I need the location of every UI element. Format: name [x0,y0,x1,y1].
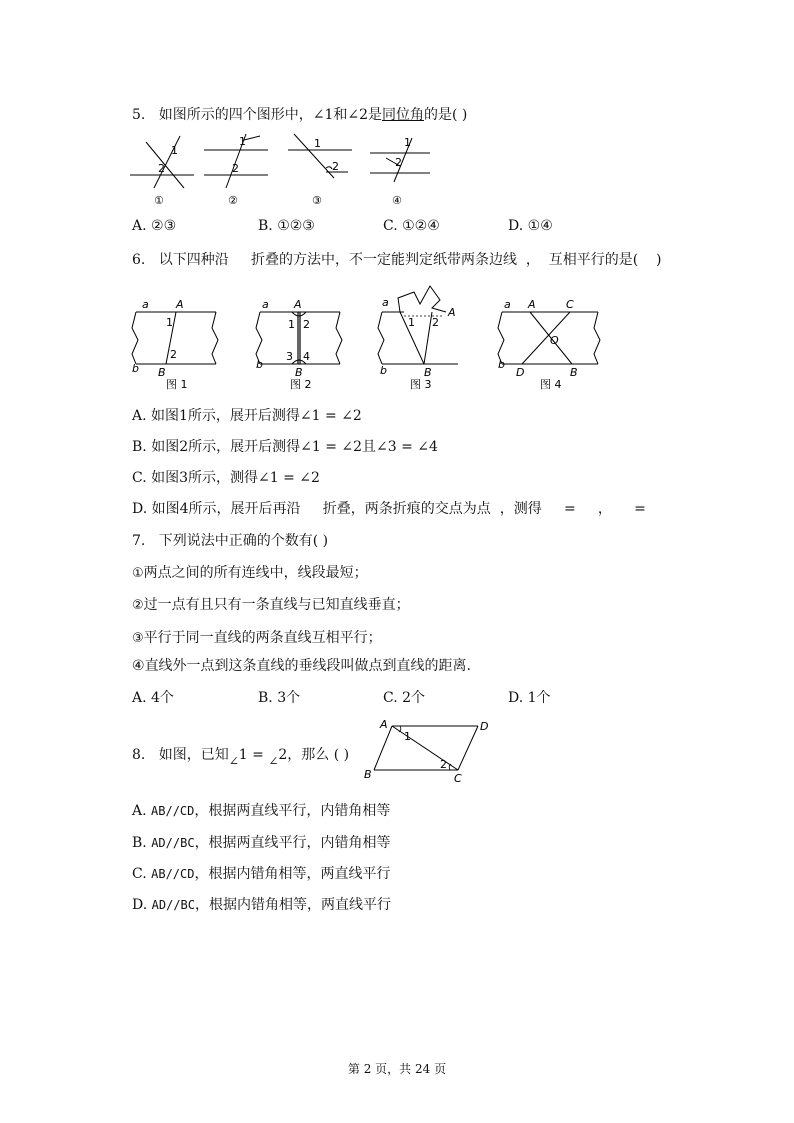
statement-text: 过一点有且只有一条直线与已知直线垂直； [143,597,410,613]
q6-fig1-label-a: a [142,298,149,311]
q6-option-d[interactable] [132,498,646,518]
q8-option-d[interactable] [132,894,391,914]
option-math: AB//CD [151,804,195,818]
option-text: ①④ [527,218,553,234]
q7-option-d[interactable] [508,687,551,707]
option-letter: B. [258,690,273,706]
q5-number: 5. [132,107,146,123]
option-letter: A. [132,408,147,424]
q6-fig1-label-A: A [176,298,184,311]
statement-mark: ③ [132,631,144,646]
q6-fig4-caption: 图 4 [540,378,562,391]
q6-fig3-caption: 图 3 [410,378,432,391]
option-letter: B. [132,439,147,455]
q8-label-A: A [380,718,388,731]
q6-fig4-label-C: C [566,298,574,311]
q6-fig2-label-B: B [295,366,303,379]
q8-angle2: 2，那么 ( ) [278,747,350,763]
option-letter: C. [132,470,147,486]
q5-fig2-label-1: 1 [239,135,246,148]
option-letter: D. [508,690,524,706]
option-letter: D. [132,501,148,517]
q6-fig2-label-b: b [256,358,263,371]
option-text: ，根据两直线平行，内错角相等 [194,835,391,851]
q5-text-before: 如图所示的四个图形中，∠1和∠2是 [158,107,382,123]
q6-fig1-label-B: B [158,366,166,379]
q5-fig2-label-2: 2 [232,162,239,175]
q5-fig1-label-1: 1 [171,144,178,157]
option-text: ①②③ [277,218,315,234]
q8-label-D: D [480,720,489,733]
option-text: 如图4所示，展开后再沿 折叠，两条折痕的交点为点 ，测得 = ， = [151,501,646,517]
q6-fig3-label-b: b [380,364,387,377]
option-letter: A. [132,803,147,819]
q6-fig2-caption: 图 2 [290,378,312,391]
q6-fig2-label-1: 1 [288,318,295,331]
q6-fig2-label-a: a [262,298,269,311]
option-letter: B. [132,835,147,851]
q8-text-before: 如图，已知 [158,747,229,763]
q5-option-a[interactable] [132,218,176,234]
option-letter: A. [132,218,147,234]
q8-angle1: 1 = [238,747,264,763]
q6-fig2-label-3: 3 [286,350,293,363]
option-letter: B. [258,218,273,234]
q5-figure-3 [286,132,354,206]
q6-fig2-label-2: 2 [303,318,310,331]
statement-text: 两点之间的所有连线中，线段最短； [143,565,368,581]
option-text: 1个 [527,690,551,706]
option-text: 如图3所示，测得∠1 = ∠2 [151,470,320,486]
angle-icon: ∠ [268,754,279,768]
q7-text: 下列说法中正确的个数有( ) [158,533,329,549]
q6-fig3-label-B: B [424,366,432,379]
q8-figure [360,716,494,786]
q6-fig4-label-D: D [516,366,525,379]
q6-fig4-label-a: a [504,298,511,311]
q8-label-1: 1 [404,730,411,743]
q5-option-b[interactable] [258,218,315,234]
q6-fig1-label-1: 1 [166,316,173,329]
option-math: AD//BC [151,836,195,850]
q6-fig4-label-O: O [550,334,559,347]
option-math: AB//CD [151,867,195,881]
q5-text-after: 的是( ) [424,107,468,123]
q5-stem [132,104,467,124]
q7-stem [132,530,328,550]
option-text: 如图1所示，展开后测得∠1 = ∠2 [151,408,362,424]
q5-figure-2 [202,132,270,206]
q5-option-c[interactable] [383,218,440,234]
q5-fig4-label-1: 1 [404,136,411,149]
q8-option-a[interactable] [132,800,390,820]
statement-mark: ① [132,566,144,581]
q8-option-c[interactable] [132,863,390,883]
q6-fig4-label-b: b [498,358,505,371]
q6-option-c[interactable] [132,467,320,487]
q7-statement-1 [132,562,368,582]
option-text: 2个 [402,690,426,706]
q5-fig4-caption: ④ [392,194,402,206]
q7-statement-2 [132,594,410,614]
q6-text: 以下四种沿 折叠的方法中，不一定能判定纸带两条边线 ， 互相平行的是( ) [158,252,662,268]
q7-statement-4 [132,655,471,675]
q6-stem [132,249,662,269]
q6-fig2-label-A: A [294,298,302,311]
q5-underlined: 同位角 [382,107,424,123]
q5-fig4-label-2: 2 [395,156,402,169]
statement-mark: ② [132,598,144,613]
q6-figure-3 [374,282,470,392]
q6-figure-2 [252,296,348,392]
q6-fig3-label-a: a [382,296,389,309]
angle-icon: ∠ [228,754,239,768]
statement-mark: ④ [132,658,145,674]
q6-fig4-label-B: B [570,366,578,379]
q6-fig3-label-2: 2 [432,316,439,329]
q5-figure-1 [128,132,196,206]
q6-figure-1 [128,296,224,392]
q5-fig1-caption: ① [154,194,164,206]
q6-fig2-label-4: 4 [303,350,310,363]
q6-figure-4 [494,296,606,392]
q5-fig3-caption: ③ [312,194,322,206]
option-text: ，根据两直线平行，内错角相等 [194,803,391,819]
q6-option-a[interactable] [132,405,362,425]
option-text: ②③ [151,218,177,234]
q5-option-d[interactable] [508,218,553,234]
q6-fig4-label-A: A [528,298,536,311]
option-letter: D. [132,897,148,913]
option-text: ，根据内错角相等，两直线平行 [194,866,391,882]
option-math: AD//BC [151,898,195,912]
q5-fig1-label-2: 2 [158,162,165,175]
q7-option-b[interactable] [258,687,300,707]
option-letter: C. [132,866,147,882]
q5-fig3-label-2: 2 [332,160,339,173]
q7-statement-3 [132,627,382,647]
option-text: ①②④ [402,218,440,234]
q8-stem [132,744,350,768]
page-footer: 第 2 页，共 24 页 [347,1062,447,1076]
q5-fig2-caption: ② [228,194,238,206]
option-text: 4个 [151,690,174,706]
q7-number: 7. [132,533,146,549]
q5-fig3-label-1: 1 [314,137,321,150]
option-letter: C. [383,218,398,234]
q6-option-b[interactable] [132,436,438,456]
q8-number: 8. [132,747,146,763]
q5-figure-4 [368,132,436,206]
option-text: 如图2所示，展开后测得∠1 = ∠2且∠3 = ∠4 [151,439,438,455]
option-letter: C. [383,690,398,706]
q6-number: 6. [132,252,146,268]
q6-fig3-label-1: 1 [408,316,415,329]
statement-text: 直线外一点到这条直线的垂线段叫做点到直线的距离. [144,658,472,674]
q7-option-a[interactable] [132,687,174,707]
option-letter: D. [508,218,524,234]
q8-label-B: B [364,768,372,781]
q6-fig3-label-A: A [448,306,456,319]
statement-text: 平行于同一直线的两条直线互相平行； [143,630,382,646]
q8-label-C: C [454,772,462,785]
q6-fig1-label-2: 2 [170,348,177,361]
q6-fig1-label-b: b [132,362,139,375]
q7-option-c[interactable] [383,687,425,707]
option-text: 3个 [277,690,301,706]
q8-option-b[interactable] [132,832,391,852]
q8-label-2: 2 [440,758,447,771]
q6-fig1-caption: 图 1 [166,378,188,391]
option-text: ，根据内错角相等，两直线平行 [195,897,391,913]
option-letter: A. [132,690,147,706]
